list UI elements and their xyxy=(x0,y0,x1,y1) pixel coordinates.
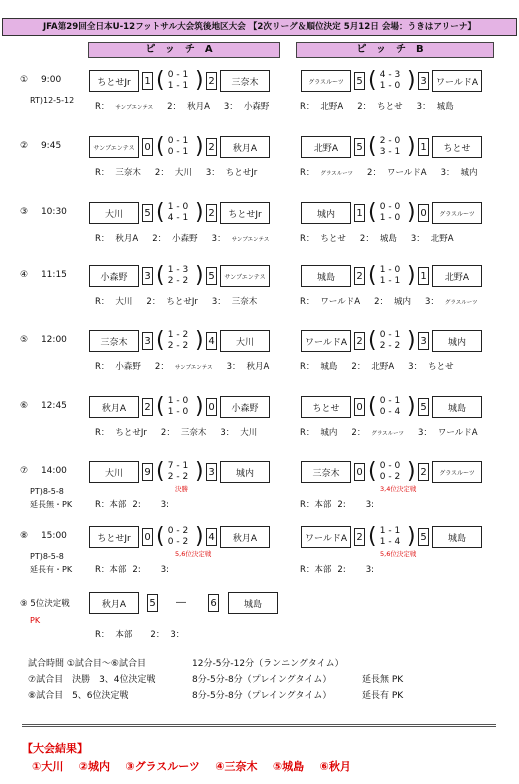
team-score: 6 xyxy=(208,594,219,612)
team-score: 0 xyxy=(206,398,217,416)
match-number xyxy=(20,270,67,280)
bracket-left: ( xyxy=(156,394,165,419)
referees-pitch-b xyxy=(300,563,394,575)
bracket-left: ( xyxy=(156,68,165,93)
referee-field: 2： xyxy=(357,102,372,112)
match-time: 15:00 xyxy=(40,531,67,541)
result-6: ⑥秋月 xyxy=(319,760,351,773)
bracket-right: ) xyxy=(407,459,416,484)
referee-field: 北野A xyxy=(371,362,395,372)
bracket-left: ( xyxy=(156,524,165,549)
result-3: ③グラスルーツ xyxy=(125,760,200,773)
referee-field: 3： xyxy=(416,102,431,112)
referee-field: 3: xyxy=(160,565,169,575)
results-title: 【大会結果】 xyxy=(22,742,88,755)
team-score: 0 xyxy=(354,463,365,481)
bracket-left: ( xyxy=(368,68,377,93)
team-score: 3 xyxy=(206,463,217,481)
team-score: 5 xyxy=(418,398,429,416)
referee-field: R： xyxy=(300,168,315,178)
bracket-right: ) xyxy=(407,68,416,93)
match-time: 9:00 xyxy=(40,75,62,85)
half-scores: 0 - 1 1 - 1 xyxy=(167,70,189,91)
bracket-left: ( xyxy=(368,459,377,484)
referee-field: 城島 xyxy=(436,102,454,112)
referee-field: R： xyxy=(300,297,315,307)
referee-field: 本部 xyxy=(115,630,133,640)
pitch-b-header: ピッチB xyxy=(296,42,494,58)
team-score: 3 xyxy=(418,332,429,350)
team-name: 小森野 xyxy=(220,396,270,418)
team-score: 4 xyxy=(206,332,217,350)
team-score: 0 xyxy=(418,204,429,222)
match-note: 3,4位決定戦 xyxy=(380,485,417,493)
team-name: ワールドA xyxy=(301,526,351,548)
referee-field: 小森野 xyxy=(115,362,141,372)
referee-field: ちとせ xyxy=(320,234,346,244)
team-score: 4 xyxy=(206,528,217,546)
referee-field: 大川 xyxy=(174,168,192,178)
referees-pitch-b xyxy=(300,100,468,112)
referee-field: 小森野 xyxy=(243,102,270,112)
match-time: 10:30 xyxy=(40,207,67,217)
half-scores: 4 - 3 1 - 0 xyxy=(379,70,401,91)
team-name: ワールドA xyxy=(301,330,351,352)
referees-pitch-a xyxy=(95,426,271,438)
final-pk: PK xyxy=(30,616,41,625)
referee-field: 2： xyxy=(351,362,366,372)
referee-field: 3: xyxy=(365,565,374,575)
referee-field: 2： xyxy=(359,234,374,244)
team-name: 小森野 xyxy=(89,265,139,287)
bracket-left: ( xyxy=(368,263,377,288)
referee-field: ワールドA xyxy=(437,428,478,438)
team-score: 0 xyxy=(142,528,153,546)
referee-field: 3： xyxy=(211,297,226,307)
team-name: 秋月A xyxy=(89,592,139,614)
referee-field: 大川 xyxy=(115,297,133,307)
bracket-right: ) xyxy=(407,134,416,159)
referee-field: R：本部 xyxy=(300,565,332,575)
match-number xyxy=(20,207,67,217)
referees-pitch-a xyxy=(95,166,271,178)
rule-label: ⑧試合目 5、6位決定戦 xyxy=(28,691,129,701)
referee-field: 北野A xyxy=(320,102,344,112)
side-note: 延長無・PK xyxy=(30,500,73,509)
team-name: 秋月A xyxy=(89,396,139,418)
referees-pitch-b xyxy=(300,498,394,510)
referee-field: R：本部 xyxy=(300,500,332,510)
referee-field: R： xyxy=(95,234,110,244)
team-score: 9 xyxy=(142,463,153,481)
document-title: JFA第29回全日本U-12フットサル大会筑後地区大会 【2次リーグ＆順位決定 5月12日 会場：うきはアリーナ】 xyxy=(2,18,517,36)
team-score: 0 xyxy=(354,398,365,416)
referee-field: 2： xyxy=(160,428,175,438)
team-name: 北野A xyxy=(432,265,482,287)
referee-field: ちとせJr xyxy=(225,168,258,178)
half-scores: 1 - 3 2 - 2 xyxy=(167,265,189,286)
bracket-left: ( xyxy=(368,524,377,549)
referee-field: ちとせ xyxy=(377,102,403,112)
team-name: 城島 xyxy=(228,592,278,614)
referee-field: 3： xyxy=(425,297,439,307)
team-name: 大川 xyxy=(220,330,270,352)
rule-time: 8分-5分-8分（プレイングタイム） xyxy=(192,675,332,685)
referee-field: 城内 xyxy=(460,168,478,178)
match-note: 5,6位決定戦 xyxy=(175,550,212,558)
referee-field: 2： xyxy=(374,297,388,307)
team-name: 城内 xyxy=(220,461,270,483)
referee-field: サンブエンテス xyxy=(174,365,213,371)
bracket-right: ) xyxy=(407,524,416,549)
rule-time: 8分-5分-8分（プレイングタイム） xyxy=(192,691,332,701)
rule-time: 12分-5分-12分（ランニングタイム） xyxy=(192,659,344,669)
team-name: ちとせJr xyxy=(89,526,139,548)
bracket-right: ) xyxy=(407,200,416,225)
half-scores: 1 - 2 2 - 2 xyxy=(167,330,189,351)
referee-field: 秋月A xyxy=(115,234,139,244)
bracket-left: ( xyxy=(368,134,377,159)
bracket-right: ) xyxy=(407,394,416,419)
referee-field: 2： xyxy=(150,630,165,640)
referee-field: グラスルーツ xyxy=(444,300,478,306)
rule-label: ⑦試合目 決勝 3、4位決定戦 xyxy=(28,675,156,685)
referees-pitch-a xyxy=(95,100,283,112)
match-number xyxy=(20,466,67,476)
referee-field: 大川 xyxy=(240,428,258,438)
match-number xyxy=(20,141,61,151)
half-scores: 0 - 1 2 - 2 xyxy=(379,330,401,351)
team-score: 1 xyxy=(418,267,429,285)
match-note: 決勝 xyxy=(175,485,188,493)
result-2: ②城内 xyxy=(78,760,110,773)
result-5: ⑤城島 xyxy=(272,760,305,773)
referee-field: R：本部 xyxy=(95,500,127,510)
referee-field: 2： xyxy=(154,168,169,178)
match-time: 14:00 xyxy=(40,466,67,476)
half-scores: 0 - 0 1 - 0 xyxy=(379,202,401,223)
team-name: グラスルーツ xyxy=(432,461,482,483)
bracket-left: ( xyxy=(156,200,165,225)
referee-field: 3: xyxy=(160,500,169,510)
match-no: ③ xyxy=(20,207,29,217)
team-name: グラスルーツ xyxy=(301,70,351,92)
team-score: 5 xyxy=(142,204,153,222)
bracket-left: ( xyxy=(368,328,377,353)
bracket-right: ) xyxy=(195,459,204,484)
team-name: ちとせJr xyxy=(220,202,270,224)
final-dash: ― xyxy=(176,597,186,608)
team-score: 5 xyxy=(206,267,217,285)
team-name: 城島 xyxy=(432,526,482,548)
team-name: 城島 xyxy=(301,265,351,287)
referee-field: R： xyxy=(95,102,110,112)
referee-field: 3： xyxy=(440,168,455,178)
referee-field: 2： xyxy=(152,234,167,244)
team-name: 三奈木 xyxy=(89,330,139,352)
rule-label: 試合時間 ①試合目～⑥試合目 xyxy=(28,659,146,669)
team-score: 2 xyxy=(354,528,365,546)
referee-field: ちとせ xyxy=(428,362,454,372)
half-scores: 1 - 0 1 - 0 xyxy=(167,396,189,417)
referee-field: 北野A xyxy=(430,234,454,244)
team-name: 城島 xyxy=(432,396,482,418)
team-score: 1 xyxy=(418,138,429,156)
referee-field: R： xyxy=(95,168,110,178)
referee-field: 3： xyxy=(220,428,235,438)
bracket-right: ) xyxy=(195,263,204,288)
bracket-right: ) xyxy=(195,134,204,159)
referees-pitch-a xyxy=(95,360,283,372)
referee-field: R： xyxy=(95,428,110,438)
match-time: 9:45 xyxy=(40,141,62,151)
referee-field: 三奈木 xyxy=(115,168,141,178)
team-score: 2 xyxy=(142,398,153,416)
referee-field: 三奈木 xyxy=(231,297,258,307)
referee-field: 三奈木 xyxy=(180,428,207,438)
bracket-left: ( xyxy=(156,134,165,159)
bracket-right: ) xyxy=(195,524,204,549)
referee-field: 3： xyxy=(410,234,425,244)
referee-field: 3： xyxy=(205,168,220,178)
result-1: ①大川 xyxy=(32,760,64,773)
referee-field: 城島 xyxy=(379,234,397,244)
half-scores: 1 - 0 4 - 1 xyxy=(167,202,189,223)
team-name: 秋月A xyxy=(220,136,270,158)
half-scores: 0 - 1 0 - 1 xyxy=(167,136,189,157)
referee-field: R： xyxy=(300,428,315,438)
team-score: 2 xyxy=(206,138,217,156)
referee-field: グラスルーツ xyxy=(371,431,404,437)
match-time: 11:15 xyxy=(40,270,67,280)
referee-field: 秋月A xyxy=(187,102,210,112)
referee-field: R： xyxy=(300,234,315,244)
referee-field: サンブエンテス xyxy=(231,237,270,243)
referee-field: R： xyxy=(300,362,315,372)
team-name: 秋月A xyxy=(220,526,270,548)
results-list xyxy=(32,758,351,774)
team-name: 三奈木 xyxy=(301,461,351,483)
referee-field: R： xyxy=(95,362,110,372)
referee-field: 3： xyxy=(226,362,241,372)
referee-field: 秋月A xyxy=(246,362,270,372)
team-name: ちとせ xyxy=(301,396,351,418)
pitch-a-header: ピッチA xyxy=(88,42,280,58)
referee-field: ワールドA xyxy=(386,168,427,178)
team-score: 2 xyxy=(354,332,365,350)
team-name: 大川 xyxy=(89,202,139,224)
referee-field: R： xyxy=(300,102,315,112)
referee-field: R：本部 xyxy=(95,565,127,575)
match-number xyxy=(20,531,67,541)
half-scores: 0 - 2 0 - 2 xyxy=(167,526,189,547)
referees-pitch-a xyxy=(95,232,283,244)
referee-field: 2： xyxy=(154,362,169,372)
referee-field: ワールドA xyxy=(320,297,361,307)
bracket-left: ( xyxy=(156,328,165,353)
referee-field: 2： xyxy=(351,428,366,438)
team-name: 北野A xyxy=(301,136,351,158)
referees-pitch-a xyxy=(95,295,271,307)
rule-extra: 延長無 PK xyxy=(362,675,404,685)
team-score: 1 xyxy=(354,204,365,222)
referee-field: 3: xyxy=(365,500,374,510)
referee-field: 小森野 xyxy=(172,234,198,244)
match-no: ⑦ xyxy=(20,466,29,476)
match-no: ④ xyxy=(20,270,29,280)
team-score: 5 xyxy=(354,72,365,90)
referee-field: 2: xyxy=(337,500,346,510)
team-score: 3 xyxy=(418,72,429,90)
referee-field: 城内 xyxy=(393,297,411,307)
match-no: ① xyxy=(20,75,29,85)
referees-pitch-b xyxy=(300,426,492,438)
final-referees xyxy=(95,628,202,640)
team-name: ちとせJr xyxy=(89,70,139,92)
result-4: ④三奈木 xyxy=(215,760,258,773)
side-note: RT)12-5-12 xyxy=(30,96,75,105)
team-score: 5 xyxy=(354,138,365,156)
final-label: ⑨ 5位決定戦 xyxy=(20,599,70,609)
team-score: 3 xyxy=(142,267,153,285)
divider xyxy=(22,724,496,727)
bracket-left: ( xyxy=(368,394,377,419)
team-name: サンブエンテス xyxy=(89,136,139,158)
team-score: 2 xyxy=(354,267,365,285)
half-scores: 0 - 0 0 - 2 xyxy=(379,461,401,482)
match-time: 12:45 xyxy=(40,401,67,411)
bracket-right: ) xyxy=(407,263,416,288)
team-name: ワールドA xyxy=(432,70,482,92)
referees-pitch-b xyxy=(300,360,468,372)
referees-pitch-b xyxy=(300,166,492,178)
half-scores: 0 - 1 0 - 4 xyxy=(379,396,401,417)
bracket-left: ( xyxy=(156,459,165,484)
referee-field: 2： xyxy=(167,102,182,112)
referee-field: 3： xyxy=(408,362,423,372)
match-note: 5,6位決定戦 xyxy=(380,550,417,558)
team-score: 2 xyxy=(206,204,217,222)
referee-field: 2： xyxy=(367,168,381,178)
match-no: ⑤ xyxy=(20,335,29,345)
referee-field: 3： xyxy=(417,428,432,438)
referee-field: サンブエンテス xyxy=(115,105,154,111)
referees-pitch-a xyxy=(95,498,189,510)
team-name: 城内 xyxy=(301,202,351,224)
team-score: 0 xyxy=(142,138,153,156)
match-number xyxy=(20,335,67,345)
team-name: 大川 xyxy=(89,461,139,483)
referee-field: ちとせJr xyxy=(115,428,147,438)
bracket-right: ) xyxy=(407,328,416,353)
referee-field: ちとせJr xyxy=(166,297,198,307)
half-scores: 1 - 1 1 - 4 xyxy=(379,526,401,547)
referee-field: 2： xyxy=(146,297,161,307)
team-name: ちとせ xyxy=(432,136,482,158)
side-note: 延長有・PK xyxy=(30,565,73,574)
referees-pitch-b xyxy=(300,232,468,244)
rule-extra: 延長有 PK xyxy=(362,691,404,701)
bracket-right: ) xyxy=(195,328,204,353)
referee-field: 3： xyxy=(211,234,226,244)
referee-field: R： xyxy=(95,297,110,307)
half-scores: 7 - 1 2 - 2 xyxy=(167,461,189,482)
match-number xyxy=(20,75,61,85)
referee-field: 2: xyxy=(337,565,346,575)
team-score: 5 xyxy=(418,528,429,546)
match-no: ⑧ xyxy=(20,531,29,541)
team-name: サンブエンテス xyxy=(220,265,270,287)
team-score: 2 xyxy=(418,463,429,481)
match-no: ⑥ xyxy=(20,401,29,411)
team-score: 5 xyxy=(147,594,158,612)
side-note: PT)8-5-8 xyxy=(30,552,64,561)
half-scores: 1 - 0 1 - 1 xyxy=(379,265,401,286)
referee-field: 3： xyxy=(223,102,238,112)
half-scores: 2 - 0 3 - 1 xyxy=(379,136,401,157)
team-name: 三奈木 xyxy=(220,70,270,92)
referee-field: グラスルーツ xyxy=(320,171,354,177)
team-name: 城内 xyxy=(432,330,482,352)
team-score: 2 xyxy=(206,72,217,90)
match-time: 12:00 xyxy=(40,335,67,345)
bracket-right: ) xyxy=(195,200,204,225)
referee-field: 城内 xyxy=(320,428,338,438)
team-score: 1 xyxy=(142,72,153,90)
match-number xyxy=(20,401,67,411)
referee-field: R： xyxy=(95,630,110,640)
referee-field: 城島 xyxy=(320,362,338,372)
bracket-right: ) xyxy=(195,394,204,419)
match-no: ② xyxy=(20,141,29,151)
referee-field: 3： xyxy=(170,630,185,640)
bracket-left: ( xyxy=(368,200,377,225)
referees-pitch-a xyxy=(95,563,189,575)
bracket-right: ) xyxy=(195,68,204,93)
bracket-left: ( xyxy=(156,263,165,288)
referee-field: 2: xyxy=(132,565,141,575)
team-score: 3 xyxy=(142,332,153,350)
team-name: グラスルーツ xyxy=(432,202,482,224)
referee-field: 2: xyxy=(132,500,141,510)
side-note: PT)8-5-8 xyxy=(30,487,64,496)
referees-pitch-b xyxy=(300,295,492,307)
